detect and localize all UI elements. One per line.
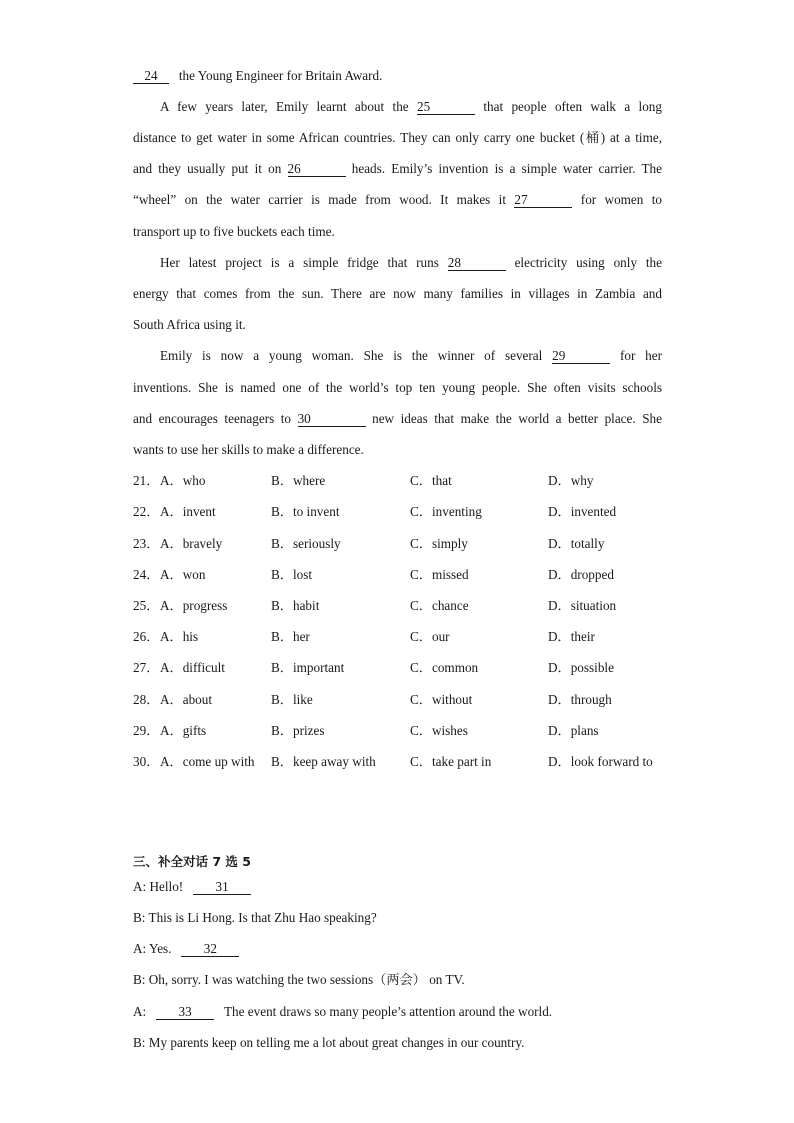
dialogue-line bbox=[133, 1003, 662, 1021]
question-number: 27． bbox=[133, 660, 160, 675]
passage-text: Her latest project is a simple fridge that runs bbox=[160, 255, 439, 270]
passage-line: distance to get water in some African countries. They can only carry one bucket (桶) at a time, bbox=[133, 130, 662, 145]
question-number: 21． bbox=[133, 473, 160, 488]
option-d[interactable]: D．their bbox=[548, 629, 595, 644]
passage-text: Emily is now a young woman. She is the winner of several bbox=[160, 348, 543, 363]
option-c[interactable]: C．take part in bbox=[410, 754, 492, 769]
dialogue-line: B: My parents keep on telling me a lot about great changes in our country. bbox=[133, 1035, 525, 1050]
blank-30[interactable]: 30 bbox=[298, 412, 366, 427]
passage-line: South Africa using it. bbox=[133, 317, 246, 332]
option-c[interactable]: C．missed bbox=[410, 567, 469, 582]
option-b[interactable]: B．keep away with bbox=[271, 754, 376, 769]
question-row bbox=[133, 753, 673, 771]
passage-text: and encourages teenagers to bbox=[133, 411, 292, 426]
question-number: 25． bbox=[133, 598, 160, 613]
option-d[interactable]: D．totally bbox=[548, 536, 605, 551]
question-number: 24． bbox=[133, 567, 160, 582]
blank-27[interactable]: 27 bbox=[514, 193, 572, 208]
option-a[interactable]: A．bravely bbox=[160, 536, 223, 551]
option-a[interactable]: A．his bbox=[160, 629, 199, 644]
question-row bbox=[133, 566, 673, 584]
option-b[interactable]: B．important bbox=[271, 660, 345, 675]
question-row bbox=[133, 535, 673, 553]
option-d[interactable]: D．plans bbox=[548, 723, 599, 738]
passage-text: the Young Engineer for Britain Award. bbox=[178, 68, 383, 83]
option-b[interactable]: B．prizes bbox=[271, 723, 325, 738]
option-b[interactable]: B．to invent bbox=[271, 504, 340, 519]
option-a[interactable]: A．come up with bbox=[160, 754, 255, 769]
question-row bbox=[133, 597, 673, 615]
dialogue-line: B: This is Li Hong. Is that Zhu Hao speaking? bbox=[133, 910, 377, 925]
option-c[interactable]: C．wishes bbox=[410, 723, 468, 738]
passage-line bbox=[133, 410, 662, 428]
question-row bbox=[133, 659, 673, 677]
option-b[interactable]: B．seriously bbox=[271, 536, 341, 551]
dialogue-line bbox=[133, 940, 662, 958]
passage-text: and they usually put it on bbox=[133, 161, 282, 176]
question-number: 28． bbox=[133, 692, 160, 707]
blank-29[interactable]: 29 bbox=[552, 349, 610, 364]
option-b[interactable]: B．where bbox=[271, 473, 326, 488]
passage-line bbox=[160, 254, 662, 272]
option-c[interactable]: C．chance bbox=[410, 598, 469, 613]
option-a[interactable]: A．gifts bbox=[160, 723, 207, 738]
option-d[interactable]: D．dropped bbox=[548, 567, 614, 582]
passage-line bbox=[133, 160, 662, 178]
passage-text: for her bbox=[619, 348, 663, 363]
passage-text: A few years later, Emily learnt about the bbox=[160, 99, 409, 114]
blank-32[interactable]: 32 bbox=[181, 942, 239, 957]
question-row bbox=[133, 503, 673, 521]
question-row bbox=[133, 691, 673, 709]
option-a[interactable]: A．difficult bbox=[160, 660, 225, 675]
dialogue-line bbox=[133, 878, 662, 896]
passage-text: “wheel” on the water carrier is made from wood. It makes it bbox=[133, 192, 507, 207]
question-number: 30． bbox=[133, 754, 160, 769]
option-b[interactable]: B．like bbox=[271, 692, 313, 707]
passage-line: wants to use her skills to make a difference. bbox=[133, 442, 364, 457]
option-b[interactable]: B．her bbox=[271, 629, 310, 644]
option-c[interactable]: C．common bbox=[410, 660, 479, 675]
option-c[interactable]: C．simply bbox=[410, 536, 468, 551]
question-number: 23． bbox=[133, 536, 160, 551]
passage-line: energy that comes from the sun. There are now many families in villages in Zambia and bbox=[133, 286, 662, 301]
option-d[interactable]: D．invented bbox=[548, 504, 617, 519]
dialogue-text: The event draws so many people’s attention around the world. bbox=[223, 1004, 553, 1019]
passage-line: transport up to five buckets each time. bbox=[133, 224, 335, 239]
dialogue-text: A: Yes. bbox=[133, 941, 172, 956]
option-a[interactable]: A．progress bbox=[160, 598, 228, 613]
blank-26[interactable]: 26 bbox=[288, 162, 346, 177]
option-c[interactable]: C．our bbox=[410, 629, 450, 644]
option-b[interactable]: B．lost bbox=[271, 567, 313, 582]
option-a[interactable]: A．about bbox=[160, 692, 213, 707]
option-c[interactable]: C．that bbox=[410, 473, 452, 488]
passage-text: that people often walk a long bbox=[483, 99, 662, 114]
question-row bbox=[133, 722, 673, 740]
option-d[interactable]: D．through bbox=[548, 692, 612, 707]
blank-33[interactable]: 33 bbox=[156, 1005, 214, 1020]
option-a[interactable]: A．invent bbox=[160, 504, 216, 519]
option-d[interactable]: D．situation bbox=[548, 598, 617, 613]
option-c[interactable]: C．without bbox=[410, 692, 473, 707]
option-c[interactable]: C．inventing bbox=[410, 504, 482, 519]
blank-28[interactable]: 28 bbox=[448, 256, 506, 271]
question-number: 29． bbox=[133, 723, 160, 738]
blank-24[interactable]: 24 bbox=[133, 69, 169, 84]
passage-line bbox=[133, 191, 662, 209]
option-b[interactable]: B．habit bbox=[271, 598, 320, 613]
option-d[interactable]: D．possible bbox=[548, 660, 614, 675]
passage-line: inventions. She is named one of the world’s top ten young people. She often visits schools bbox=[133, 380, 662, 395]
question-row bbox=[133, 628, 673, 646]
blank-25[interactable]: 25 bbox=[417, 100, 475, 115]
option-a[interactable]: A．who bbox=[160, 473, 206, 488]
dialogue-text: A: Hello! bbox=[133, 879, 184, 894]
question-row bbox=[133, 472, 673, 490]
dialogue-text: A: bbox=[133, 1004, 147, 1019]
passage-line bbox=[133, 67, 662, 85]
passage-text: heads. Emily’s invention is a simple water carrier. The bbox=[351, 161, 662, 176]
passage-text: new ideas that make the world a better place. She bbox=[372, 411, 663, 426]
passage-text: electricity using only the bbox=[514, 255, 663, 270]
section-title: 三、补全对话 7 选 5 bbox=[133, 854, 251, 869]
blank-31[interactable]: 31 bbox=[193, 880, 251, 895]
question-number: 22． bbox=[133, 504, 160, 519]
question-number: 26． bbox=[133, 629, 160, 644]
dialogue-line: B: Oh, sorry. I was watching the two sessions（两会） on TV. bbox=[133, 972, 465, 987]
passage-text: for women to bbox=[580, 192, 663, 207]
option-d[interactable]: D．why bbox=[548, 473, 594, 488]
option-d[interactable]: D．look forward to bbox=[548, 754, 653, 769]
option-a[interactable]: A．won bbox=[160, 567, 206, 582]
passage-line bbox=[160, 347, 662, 365]
passage-line bbox=[160, 98, 662, 116]
